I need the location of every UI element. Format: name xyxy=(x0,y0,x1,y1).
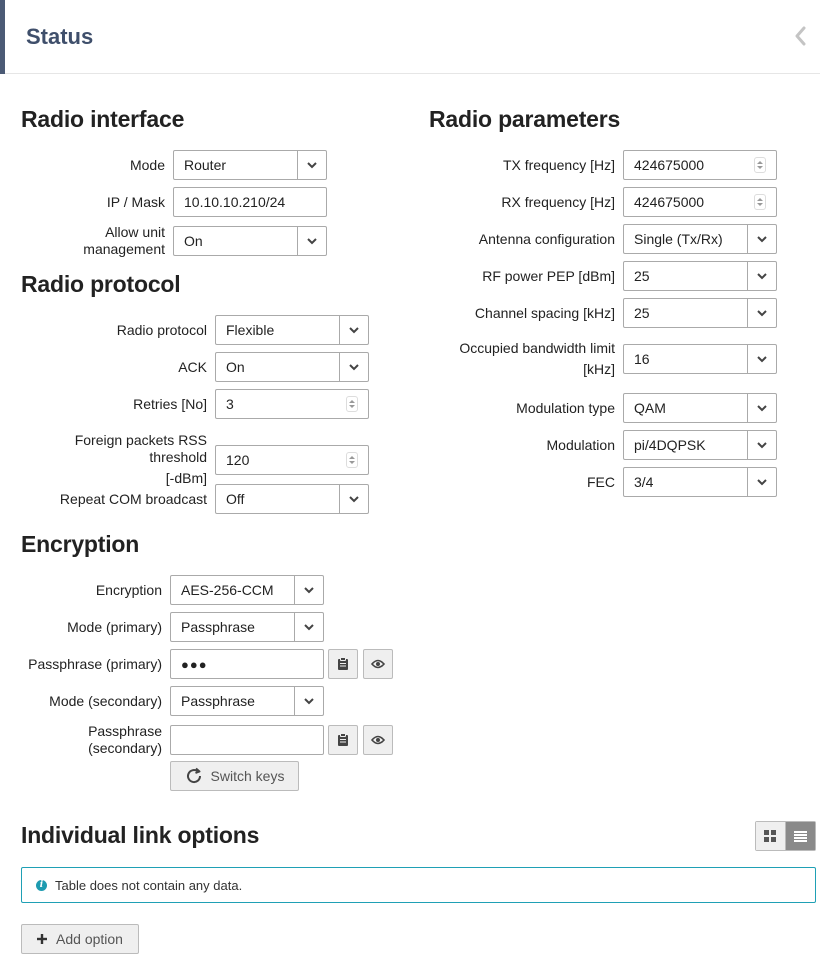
info-icon: i xyxy=(36,880,47,891)
eye-icon[interactable] xyxy=(363,649,393,679)
chevron-down-icon xyxy=(339,353,368,381)
clipboard-icon[interactable] xyxy=(328,649,358,679)
page-title: Status xyxy=(26,24,94,49)
retries-row xyxy=(21,389,369,419)
clipboard-icon[interactable] xyxy=(328,725,358,755)
repeat-com-select[interactable] xyxy=(215,484,369,514)
allow-mgmt-select[interactable] xyxy=(173,226,327,256)
mode-secondary-row xyxy=(21,686,324,716)
channel-spacing-value: 25 xyxy=(634,305,650,321)
chevron-down-icon xyxy=(747,225,776,253)
modulation-type-value: QAM xyxy=(634,400,666,416)
ack-select[interactable] xyxy=(215,352,369,382)
chevron-down-icon xyxy=(747,299,776,327)
allow-mgmt-value: On xyxy=(184,233,203,249)
empty-table-message: Table does not contain any data. xyxy=(55,877,243,893)
chevron-down-icon xyxy=(747,431,776,459)
occupied-bw-value: 16 xyxy=(634,351,650,367)
mode-primary-value: Passphrase xyxy=(181,619,255,635)
tx-freq-value: 424675000 xyxy=(634,157,705,173)
mode-secondary-select[interactable] xyxy=(170,686,324,716)
switch-keys-button[interactable] xyxy=(170,761,299,791)
rx-freq-input[interactable] xyxy=(623,187,777,217)
repeat-com-label: Repeat COM broadcast xyxy=(59,490,207,507)
rf-power-select[interactable] xyxy=(623,261,777,291)
chevron-down-icon xyxy=(747,468,776,496)
allow-mgmt-label: Allow unit management xyxy=(83,224,165,257)
page-header xyxy=(0,0,820,74)
retries-label: Retries [No] xyxy=(133,395,207,412)
mode-row xyxy=(21,150,327,180)
chevron-down-icon xyxy=(339,485,368,513)
antenna-row xyxy=(429,224,777,254)
chevron-down-icon xyxy=(297,227,326,255)
spinner-icon[interactable] xyxy=(754,194,766,210)
radio-protocol-heading: Radio protocol xyxy=(21,271,181,297)
refresh-icon xyxy=(185,767,203,785)
rss-threshold-value: 120 xyxy=(226,451,250,468)
repeat-com-value: Off xyxy=(226,491,245,507)
chevron-down-icon xyxy=(294,576,323,604)
occupied-bw-row xyxy=(429,340,777,378)
ip-mask-label: IP / Mask xyxy=(106,193,165,210)
antenna-label: Antenna configuration xyxy=(478,230,615,247)
add-option-button[interactable] xyxy=(21,924,139,954)
spinner-icon[interactable] xyxy=(346,396,358,412)
encryption-heading: Encryption xyxy=(21,531,140,557)
passphrase-secondary-row xyxy=(21,723,393,757)
occupied-bw-label-line2: [kHz] xyxy=(583,361,615,377)
allow-mgmt-row xyxy=(21,224,327,258)
modulation-select[interactable] xyxy=(623,430,777,460)
passphrase-secondary-label: Passphrase (secondary) xyxy=(88,723,162,756)
tx-freq-label: TX frequency [Hz] xyxy=(502,156,615,173)
radio-protocol-row xyxy=(21,315,369,345)
spinner-icon[interactable] xyxy=(346,452,358,468)
fec-value: 3/4 xyxy=(634,474,654,490)
header-accent-bar xyxy=(0,0,5,74)
rf-power-label: RF power PEP [dBm] xyxy=(482,267,615,284)
rf-power-row xyxy=(429,261,777,291)
eye-icon[interactable] xyxy=(363,725,393,755)
ack-label: ACK xyxy=(178,358,207,375)
chevron-down-icon xyxy=(747,345,776,373)
rx-freq-row xyxy=(429,187,777,217)
modulation-row xyxy=(429,430,777,460)
ack-row xyxy=(21,352,369,382)
ip-mask-row xyxy=(21,187,327,217)
tx-freq-input[interactable] xyxy=(623,150,777,180)
chevron-down-icon xyxy=(747,262,776,290)
mode-value: Router xyxy=(184,157,227,173)
tx-freq-row xyxy=(429,150,777,180)
ack-value: On xyxy=(226,359,245,375)
channel-spacing-row xyxy=(429,298,777,328)
passphrase-primary-row xyxy=(21,649,393,679)
passphrase-primary-value: ●●● xyxy=(181,656,208,672)
mode-secondary-label: Mode (secondary) xyxy=(49,692,162,709)
chevron-down-icon xyxy=(294,613,323,641)
chevron-down-icon xyxy=(297,151,326,179)
passphrase-secondary-input[interactable] xyxy=(170,725,324,755)
grid-view-icon[interactable] xyxy=(756,822,786,850)
link-options-heading: Individual link options xyxy=(21,822,260,848)
mode-secondary-value: Passphrase xyxy=(181,693,255,709)
rss-threshold-input[interactable] xyxy=(215,445,369,475)
antenna-select[interactable] xyxy=(623,224,777,254)
radio-protocol-select[interactable] xyxy=(215,315,369,345)
passphrase-primary-input[interactable] xyxy=(170,649,324,679)
repeat-com-row xyxy=(21,484,369,514)
retries-input[interactable] xyxy=(215,389,369,419)
channel-spacing-label: Channel spacing [kHz] xyxy=(474,304,615,321)
view-toggle xyxy=(755,821,816,851)
modulation-type-row xyxy=(429,393,777,423)
passphrase-primary-label: Passphrase (primary) xyxy=(28,655,162,672)
rx-freq-label: RX frequency [Hz] xyxy=(501,193,615,210)
radio-interface-heading: Radio interface xyxy=(21,106,185,132)
rx-freq-value: 424675000 xyxy=(634,194,705,210)
rss-threshold-row xyxy=(21,432,369,487)
occupied-bw-label-line1: Occupied bandwidth limit xyxy=(459,340,615,356)
list-view-icon[interactable] xyxy=(786,822,815,850)
switch-keys-label: Switch keys xyxy=(210,768,285,784)
chevron-left-icon[interactable] xyxy=(792,26,808,48)
retries-value: 3 xyxy=(226,396,234,412)
encryption-value: AES-256-CCM xyxy=(181,582,274,598)
radio-parameters-heading: Radio parameters xyxy=(429,106,621,132)
radio-protocol-label: Radio protocol xyxy=(116,321,207,338)
encryption-row xyxy=(21,575,324,605)
occupied-bw-label xyxy=(429,340,623,378)
plus-icon xyxy=(37,934,47,944)
empty-table-alert xyxy=(21,867,816,903)
encryption-label: Encryption xyxy=(95,581,162,598)
rss-threshold-label-line1: Foreign packets RSS threshold xyxy=(74,432,207,465)
mode-primary-select[interactable] xyxy=(170,612,324,642)
ip-mask-input[interactable] xyxy=(173,187,327,217)
modulation-type-label: Modulation type xyxy=(516,399,615,416)
modulation-value: pi/4DQPSK xyxy=(634,437,706,453)
rf-power-value: 25 xyxy=(634,268,650,284)
mode-primary-row xyxy=(21,612,324,642)
rss-threshold-label-line2: [-dBm] xyxy=(165,470,207,486)
modulation-label: Modulation xyxy=(546,436,615,453)
chevron-down-icon xyxy=(339,316,368,344)
fec-label: FEC xyxy=(587,473,615,490)
modulation-type-select[interactable] xyxy=(623,393,777,423)
occupied-bw-select[interactable] xyxy=(623,344,777,374)
chevron-down-icon xyxy=(294,687,323,715)
fec-select[interactable] xyxy=(623,467,777,497)
ip-mask-value: 10.10.10.210/24 xyxy=(184,194,286,210)
add-option-label: Add option xyxy=(56,931,123,947)
channel-spacing-select[interactable] xyxy=(623,298,777,328)
rss-threshold-label xyxy=(21,432,215,487)
chevron-down-icon xyxy=(747,394,776,422)
encryption-select[interactable] xyxy=(170,575,324,605)
mode-select[interactable] xyxy=(173,150,327,180)
radio-protocol-value: Flexible xyxy=(226,322,275,338)
fec-row xyxy=(429,467,777,497)
mode-primary-label: Mode (primary) xyxy=(67,618,162,635)
spinner-icon[interactable] xyxy=(754,157,766,173)
mode-label: Mode xyxy=(129,156,165,173)
antenna-value: Single (Tx/Rx) xyxy=(634,231,723,247)
